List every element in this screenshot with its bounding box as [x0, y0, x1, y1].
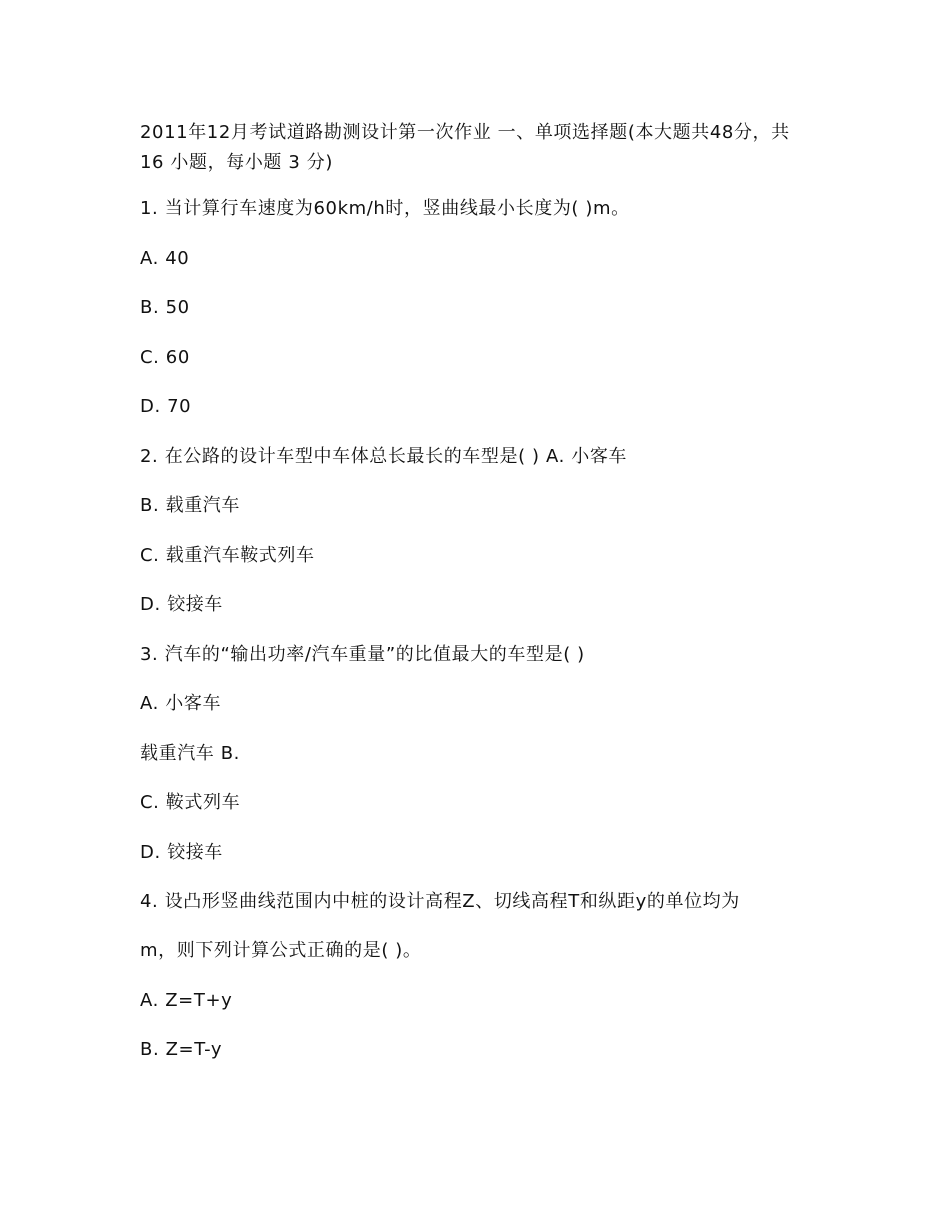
question-3-option-b: 载重汽车 B. [140, 742, 240, 764]
question-1-option-b: B. 50 [140, 297, 190, 318]
question-3-option-a: A. 小客车 [140, 693, 222, 714]
question-4-option-a: A. Z=T+y [140, 989, 233, 1011]
question-1-option-c: C. 60 [140, 346, 190, 368]
question-2-option-c: C. 载重汽车鞍式列车 [140, 544, 315, 566]
question-2: 2. 在公路的设计车型中车体总长最长的车型是( ) A. 小客车 [140, 445, 628, 467]
question-1-option-d: D. 70 [140, 396, 192, 417]
question-1-option-a: A. 40 [140, 247, 190, 269]
question-4-continued: m，则下列计算公式正确的是( )。 [140, 940, 422, 961]
question-2-option-b: B. 载重汽车 [140, 495, 240, 516]
question-3: 3. 汽车的“输出功率/汽车重量”的比值最大的车型是( ) [140, 643, 585, 665]
question-4-option-b: B. Z=T-y [140, 1039, 223, 1060]
document-body [140, 118, 820, 1085]
question-2-option-d: D. 铰接车 [140, 594, 223, 615]
question-3-option-d: D. 铰接车 [140, 841, 223, 863]
document-title: 2011年12月考试道路勘测设计第一次作业 一、单项选择题(本大题共48分，共 16 小题，每小题 3 分) [140, 122, 790, 173]
question-1: 1. 当计算行车速度为60km/h时，竖曲线最小长度为( )m。 [140, 198, 630, 219]
question-4: 4. 设凸形竖曲线范围内中桩的设计高程Z、切线高程T和纵距y的单位均为 [140, 891, 740, 912]
question-3-option-c: C. 鞍式列车 [140, 792, 241, 813]
